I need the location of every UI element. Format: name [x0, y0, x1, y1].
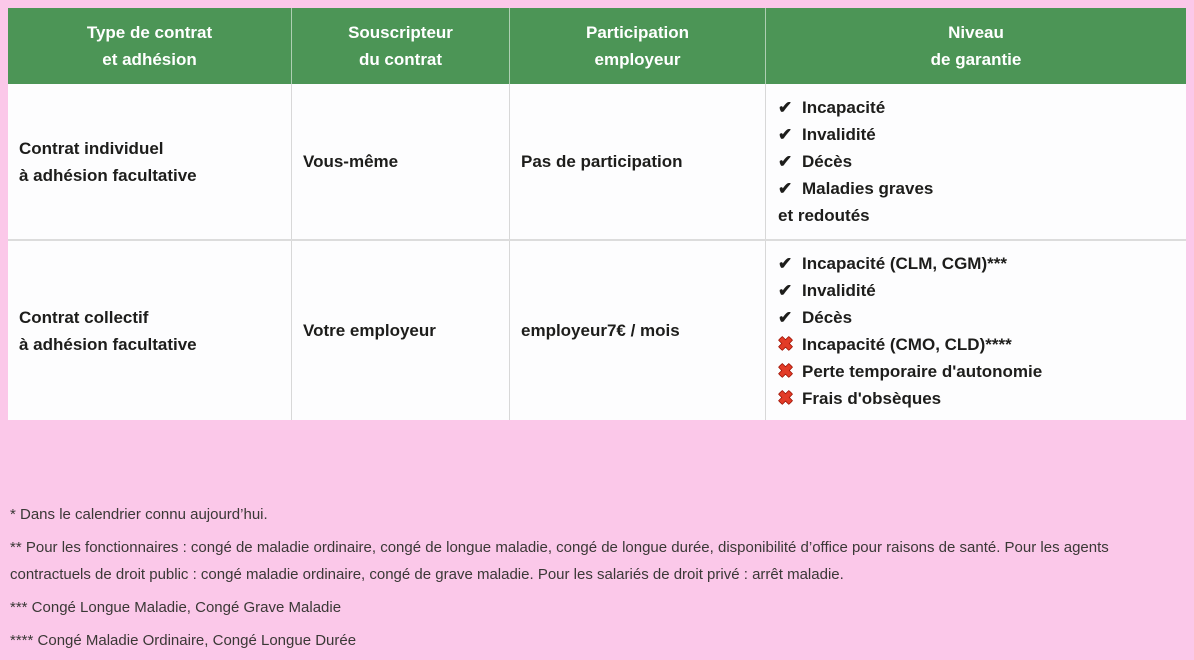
- cross-icon: ✖: [778, 387, 794, 408]
- check-icon: ✔: [778, 125, 793, 144]
- footnote-4: **** Congé Maladie Ordinaire, Congé Longue Durée: [10, 632, 357, 649]
- check-icon: ✔: [778, 253, 793, 273]
- footnote-1: * Dans le calendrier connu aujourd’hui.: [10, 506, 268, 523]
- cross-icon: ✖: [778, 333, 794, 354]
- guarantee-comparison-table: [8, 8, 1186, 420]
- cell-text: à adhésion facultative: [19, 165, 197, 185]
- cell-garanties: [766, 84, 1186, 239]
- garantie-label: Maladies graves: [802, 179, 934, 198]
- header-type-de-contrat: [8, 8, 292, 84]
- table-row-contrat-individuel: [8, 84, 1186, 239]
- garantie-item: [778, 277, 1180, 304]
- garantie-label: Invalidité: [802, 125, 876, 144]
- cell-participation: [510, 241, 766, 420]
- header-line: employeur: [594, 50, 681, 69]
- garantie-label: Incapacité (CLM, CGM)***: [802, 253, 1007, 273]
- check-icon: ✔: [778, 280, 793, 300]
- garantie-label: Frais d'obsèques: [802, 388, 942, 408]
- garantie-label: Incapacité (CMO, CLD)****: [802, 334, 1012, 354]
- header-souscripteur: [292, 8, 510, 84]
- header-line: du contrat: [358, 50, 443, 69]
- garantie-item: [778, 94, 1180, 121]
- cross-icon: ✖: [778, 360, 794, 381]
- header-participation: [510, 8, 766, 84]
- garantie-label: Décès: [802, 307, 853, 327]
- footnotes: [10, 501, 1186, 660]
- garantie-item: [778, 331, 1180, 358]
- cell-text: employeur7€ / mois: [521, 321, 680, 340]
- garantie-item-continuation: [778, 202, 1180, 229]
- header-niveau-garantie: [766, 8, 1186, 84]
- garantie-item: [778, 304, 1180, 331]
- cell-text: Contrat individuel: [19, 138, 164, 158]
- garantie-label: Perte temporaire d'autonomie: [802, 361, 1043, 381]
- garantie-item: [778, 121, 1180, 148]
- cell-garanties: [766, 241, 1186, 420]
- cell-type-contrat: [8, 241, 292, 420]
- header-line: et adhésion: [102, 50, 197, 69]
- cell-souscripteur: [292, 241, 510, 420]
- cell-text: Vous-même: [303, 152, 399, 171]
- garantie-item: [778, 385, 1180, 412]
- check-icon: ✔: [778, 98, 793, 117]
- footnote-2: ** Pour les fonctionnaires : congé de maladie ordinaire, congé de longue maladie, congé de longue durée, disponibilité d’office pour raisons de santé. Pour les agents contractuels de droit public : congé maladie ordinaire, congé de grave maladie. Pour les salariés de droit privé : arrêt maladie.: [10, 539, 1109, 583]
- footnote-3: *** Congé Longue Maladie, Congé Grave Maladie: [10, 599, 342, 616]
- garantie-item: [778, 148, 1180, 175]
- garantie-item: [778, 358, 1180, 385]
- cell-text: Votre employeur: [303, 321, 436, 340]
- garantie-label: Décès: [802, 152, 853, 171]
- cell-type-contrat: [8, 84, 292, 239]
- header-line: Niveau: [948, 23, 1004, 42]
- cell-text: à adhésion facultative: [19, 334, 197, 354]
- header-line: Souscripteur: [348, 23, 453, 42]
- cell-souscripteur: [292, 84, 510, 239]
- check-icon: ✔: [778, 179, 793, 198]
- cell-text: Contrat collectif: [19, 307, 149, 327]
- header-line: de garantie: [930, 50, 1022, 69]
- header-line: Type de contrat: [86, 23, 213, 42]
- check-icon: ✔: [778, 152, 793, 171]
- check-icon: ✔: [778, 307, 793, 327]
- garantie-label: Incapacité: [802, 98, 886, 117]
- cell-participation: [510, 84, 766, 239]
- table-header-row: [8, 8, 1186, 84]
- garantie-item: [778, 175, 1180, 202]
- garantie-item: [778, 250, 1180, 277]
- garantie-label: et redoutés: [778, 206, 870, 225]
- header-line: Participation: [586, 23, 689, 42]
- garantie-label: Invalidité: [802, 280, 876, 300]
- table-row-contrat-collectif: [8, 239, 1186, 420]
- cell-text: Pas de participation: [521, 152, 683, 171]
